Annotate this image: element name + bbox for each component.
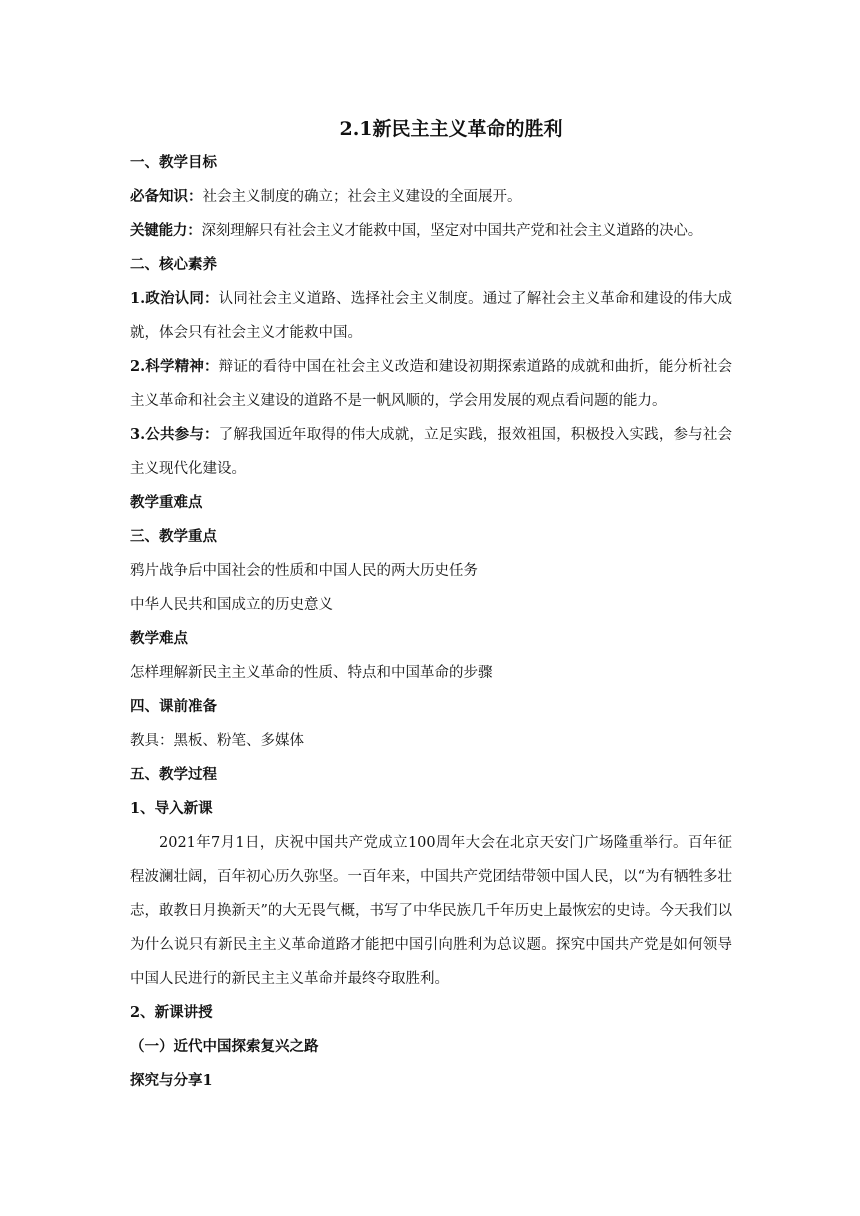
knowledge-text: 社会主义制度的确立；社会主义建设的全面展开。 — [202, 189, 522, 205]
ability-label: 关键能力： — [130, 222, 202, 239]
literacy-item-1-label: 1.政治认同： — [130, 290, 219, 307]
ability-text: 深刻理解只有社会主义才能救中国，坚定对中国共产党和社会主义道路的决心。 — [201, 223, 702, 239]
difficult-point: 怎样理解新民主主义革命的性质、特点和中国革命的步骤 — [130, 665, 493, 681]
literacy-item-1-text: 认同社会主义道路、选择社会主义制度。通过了解社会主义革命和建设的伟大成就，体会只有社会主义才能救中国。 — [130, 291, 732, 341]
literacy-item-3-text: 了解我国近年取得的伟大成就，立足实践，报效祖国，积极投入实践，参与社会主义现代化建设。 — [130, 427, 732, 477]
literacy-item-3-label: 3.公共参与： — [130, 426, 219, 443]
explore-share-heading: 探究与分享1 — [130, 1072, 213, 1089]
section-heading-core-literacy: 二、核心素养 — [130, 256, 217, 273]
step-2-heading: 2、新课讲授 — [130, 1004, 213, 1021]
section-heading-teaching-goals: 一、教学目标 — [130, 154, 217, 171]
document-page — [130, 112, 732, 1098]
key-difficult-heading: 教学重难点 — [130, 494, 203, 511]
ability-paragraph — [130, 214, 732, 248]
difficult-heading: 教学难点 — [130, 630, 188, 647]
literacy-item-2 — [130, 350, 732, 418]
document-title: 2.1新民主主义革命的胜利 — [339, 118, 563, 140]
key-point-1: 鸦片战争后中国社会的性质和中国人民的两大历史任务 — [130, 563, 478, 579]
section-heading-key-points: 三、教学重点 — [130, 528, 217, 545]
knowledge-label: 必备知识： — [130, 188, 203, 205]
intro-paragraph: 2021年7月1日，庆祝中国共产党成立100周年大会在北京天安门广场隆重举行。百年征程波澜壮阔，百年初心历久弥坚。一百年来，中国共产党团结带领中国人民，以“为有牺牲多壮志，敢教日月换新天”的大无畏气概，书写了中华民族几千年历史上最恢宏的史诗。今天我们以为什么说只有新民主主义革命道路才能把中国引向胜利为总议题。探究中国共产党是如何领导中国人民进行的新民主主义革命并最终夺取胜利。 — [130, 835, 732, 987]
literacy-item-2-text: 辩证的看待中国在社会主义改造和建设初期探索道路的成就和曲折，能分析社会主义革命和社会主义建设的道路不是一帆风顺的，学会用发展的观点看问题的能力。 — [130, 359, 732, 409]
step-1-heading: 1、导入新课 — [130, 800, 213, 817]
subsection-heading: （一）近代中国探索复兴之路 — [130, 1038, 319, 1055]
literacy-item-1 — [130, 282, 732, 350]
preparation-text: 教具：黑板、粉笔、多媒体 — [130, 733, 304, 749]
knowledge-paragraph — [130, 180, 732, 214]
key-point-2: 中华人民共和国成立的历史意义 — [130, 597, 333, 613]
literacy-item-3 — [130, 418, 732, 486]
section-heading-preparation: 四、课前准备 — [130, 698, 217, 715]
literacy-item-2-label: 2.科学精神： — [130, 358, 219, 375]
section-heading-process: 五、教学过程 — [130, 766, 217, 783]
